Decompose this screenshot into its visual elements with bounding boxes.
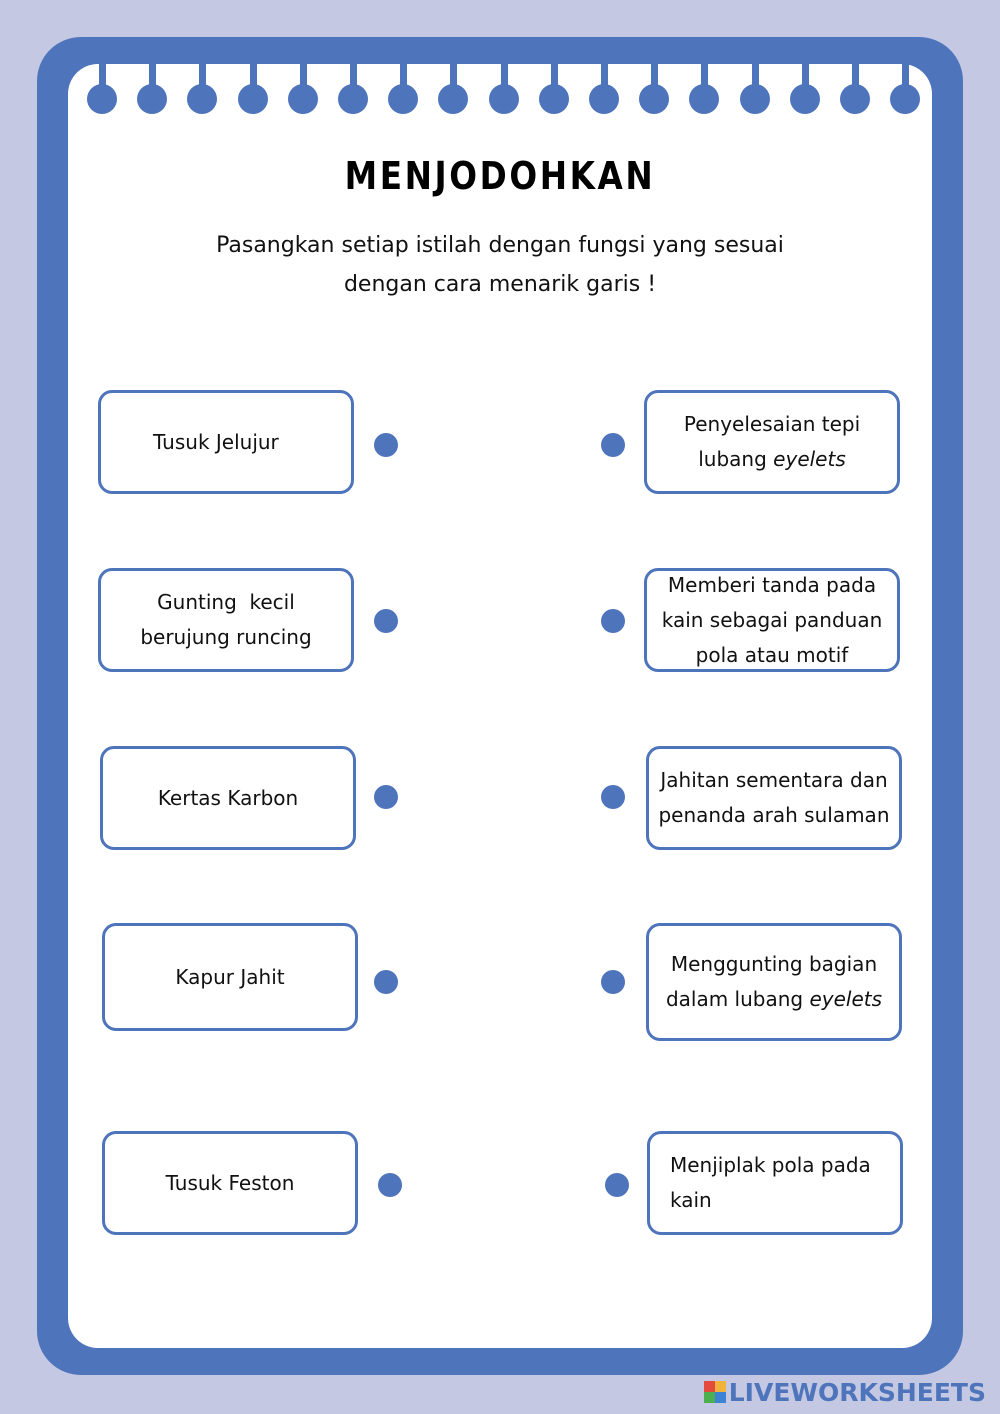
term-box-kertas-karbon (100, 746, 356, 850)
instruction-line-1: Pasangkan setiap istilah dengan fungsi yang sesuai (216, 233, 784, 258)
term-box-tusuk-feston (102, 1131, 358, 1235)
binding-ring (639, 64, 669, 114)
binding-ring (338, 64, 368, 114)
function-label-line2: dalam lubang eyelets (665, 987, 883, 1011)
instruction-line-2: dengan cara menarik garis ! (343, 272, 657, 297)
term-box-tusuk-jelujur (98, 390, 354, 494)
liveworksheets-logo-icon (704, 1381, 726, 1403)
left-connector-dot[interactable] (378, 1173, 402, 1197)
function-label: Menggunting bagian (670, 952, 878, 976)
function-box-memberi-tanda (644, 568, 900, 672)
function-box-penyelesaian (644, 390, 900, 494)
function-label-line2: kain (670, 1188, 712, 1212)
binding-ring (539, 64, 569, 114)
binding-ring (187, 64, 217, 114)
right-connector-dot[interactable] (601, 785, 625, 809)
left-connector-dot[interactable] (374, 970, 398, 994)
function-label: Menjiplak pola pada (670, 1153, 871, 1177)
binding-ring (890, 64, 920, 114)
term-label: Kertas Karbon (157, 785, 299, 810)
function-label: Penyelesaian tepi (683, 412, 861, 436)
right-connector-dot[interactable] (605, 1173, 629, 1197)
binding-ring (288, 64, 318, 114)
right-connector-dot[interactable] (601, 970, 625, 994)
binding-ring (87, 64, 117, 114)
function-label-line2: kain sebagai panduan (661, 607, 883, 632)
left-connector-dot[interactable] (374, 433, 398, 457)
function-label: Memberi tanda pada (667, 572, 877, 597)
binding-ring (790, 64, 820, 114)
term-box-kapur-jahit (102, 923, 358, 1031)
binding-ring (489, 64, 519, 114)
binding-ring (238, 64, 268, 114)
binding-ring (840, 64, 870, 114)
function-label-line2: lubang eyelets (698, 447, 846, 471)
function-box-jahitan-sementara (646, 746, 902, 850)
binding-ring (438, 64, 468, 114)
right-connector-dot[interactable] (601, 609, 625, 633)
instruction-text (150, 226, 850, 304)
binding-ring (689, 64, 719, 114)
binding-ring (137, 64, 167, 114)
function-label-line3: pola atau motif (695, 642, 849, 667)
term-label-line2: berujung runcing (140, 625, 312, 649)
page-title: MENJODOHKAN (344, 154, 656, 198)
term-label: Tusuk Jelujur (153, 429, 279, 454)
term-label: Tusuk Feston (165, 1170, 295, 1195)
binding-ring (589, 64, 619, 114)
term-label: Gunting kecil (157, 590, 295, 614)
liveworksheets-brand (704, 1376, 986, 1408)
binding-ring (388, 64, 418, 114)
term-box-gunting (98, 568, 354, 672)
function-label: Jahitan sementara dan (660, 768, 888, 792)
binding-ring (740, 64, 770, 114)
function-label-line2: penanda arah sulaman (658, 803, 890, 827)
right-connector-dot[interactable] (601, 433, 625, 457)
brand-name: LIVEWORKSHEETS (728, 1377, 986, 1407)
left-connector-dot[interactable] (374, 785, 398, 809)
function-box-menggunting (646, 923, 902, 1041)
term-label: Kapur Jahit (175, 964, 285, 989)
left-connector-dot[interactable] (374, 609, 398, 633)
function-box-menjiplak (647, 1131, 903, 1235)
